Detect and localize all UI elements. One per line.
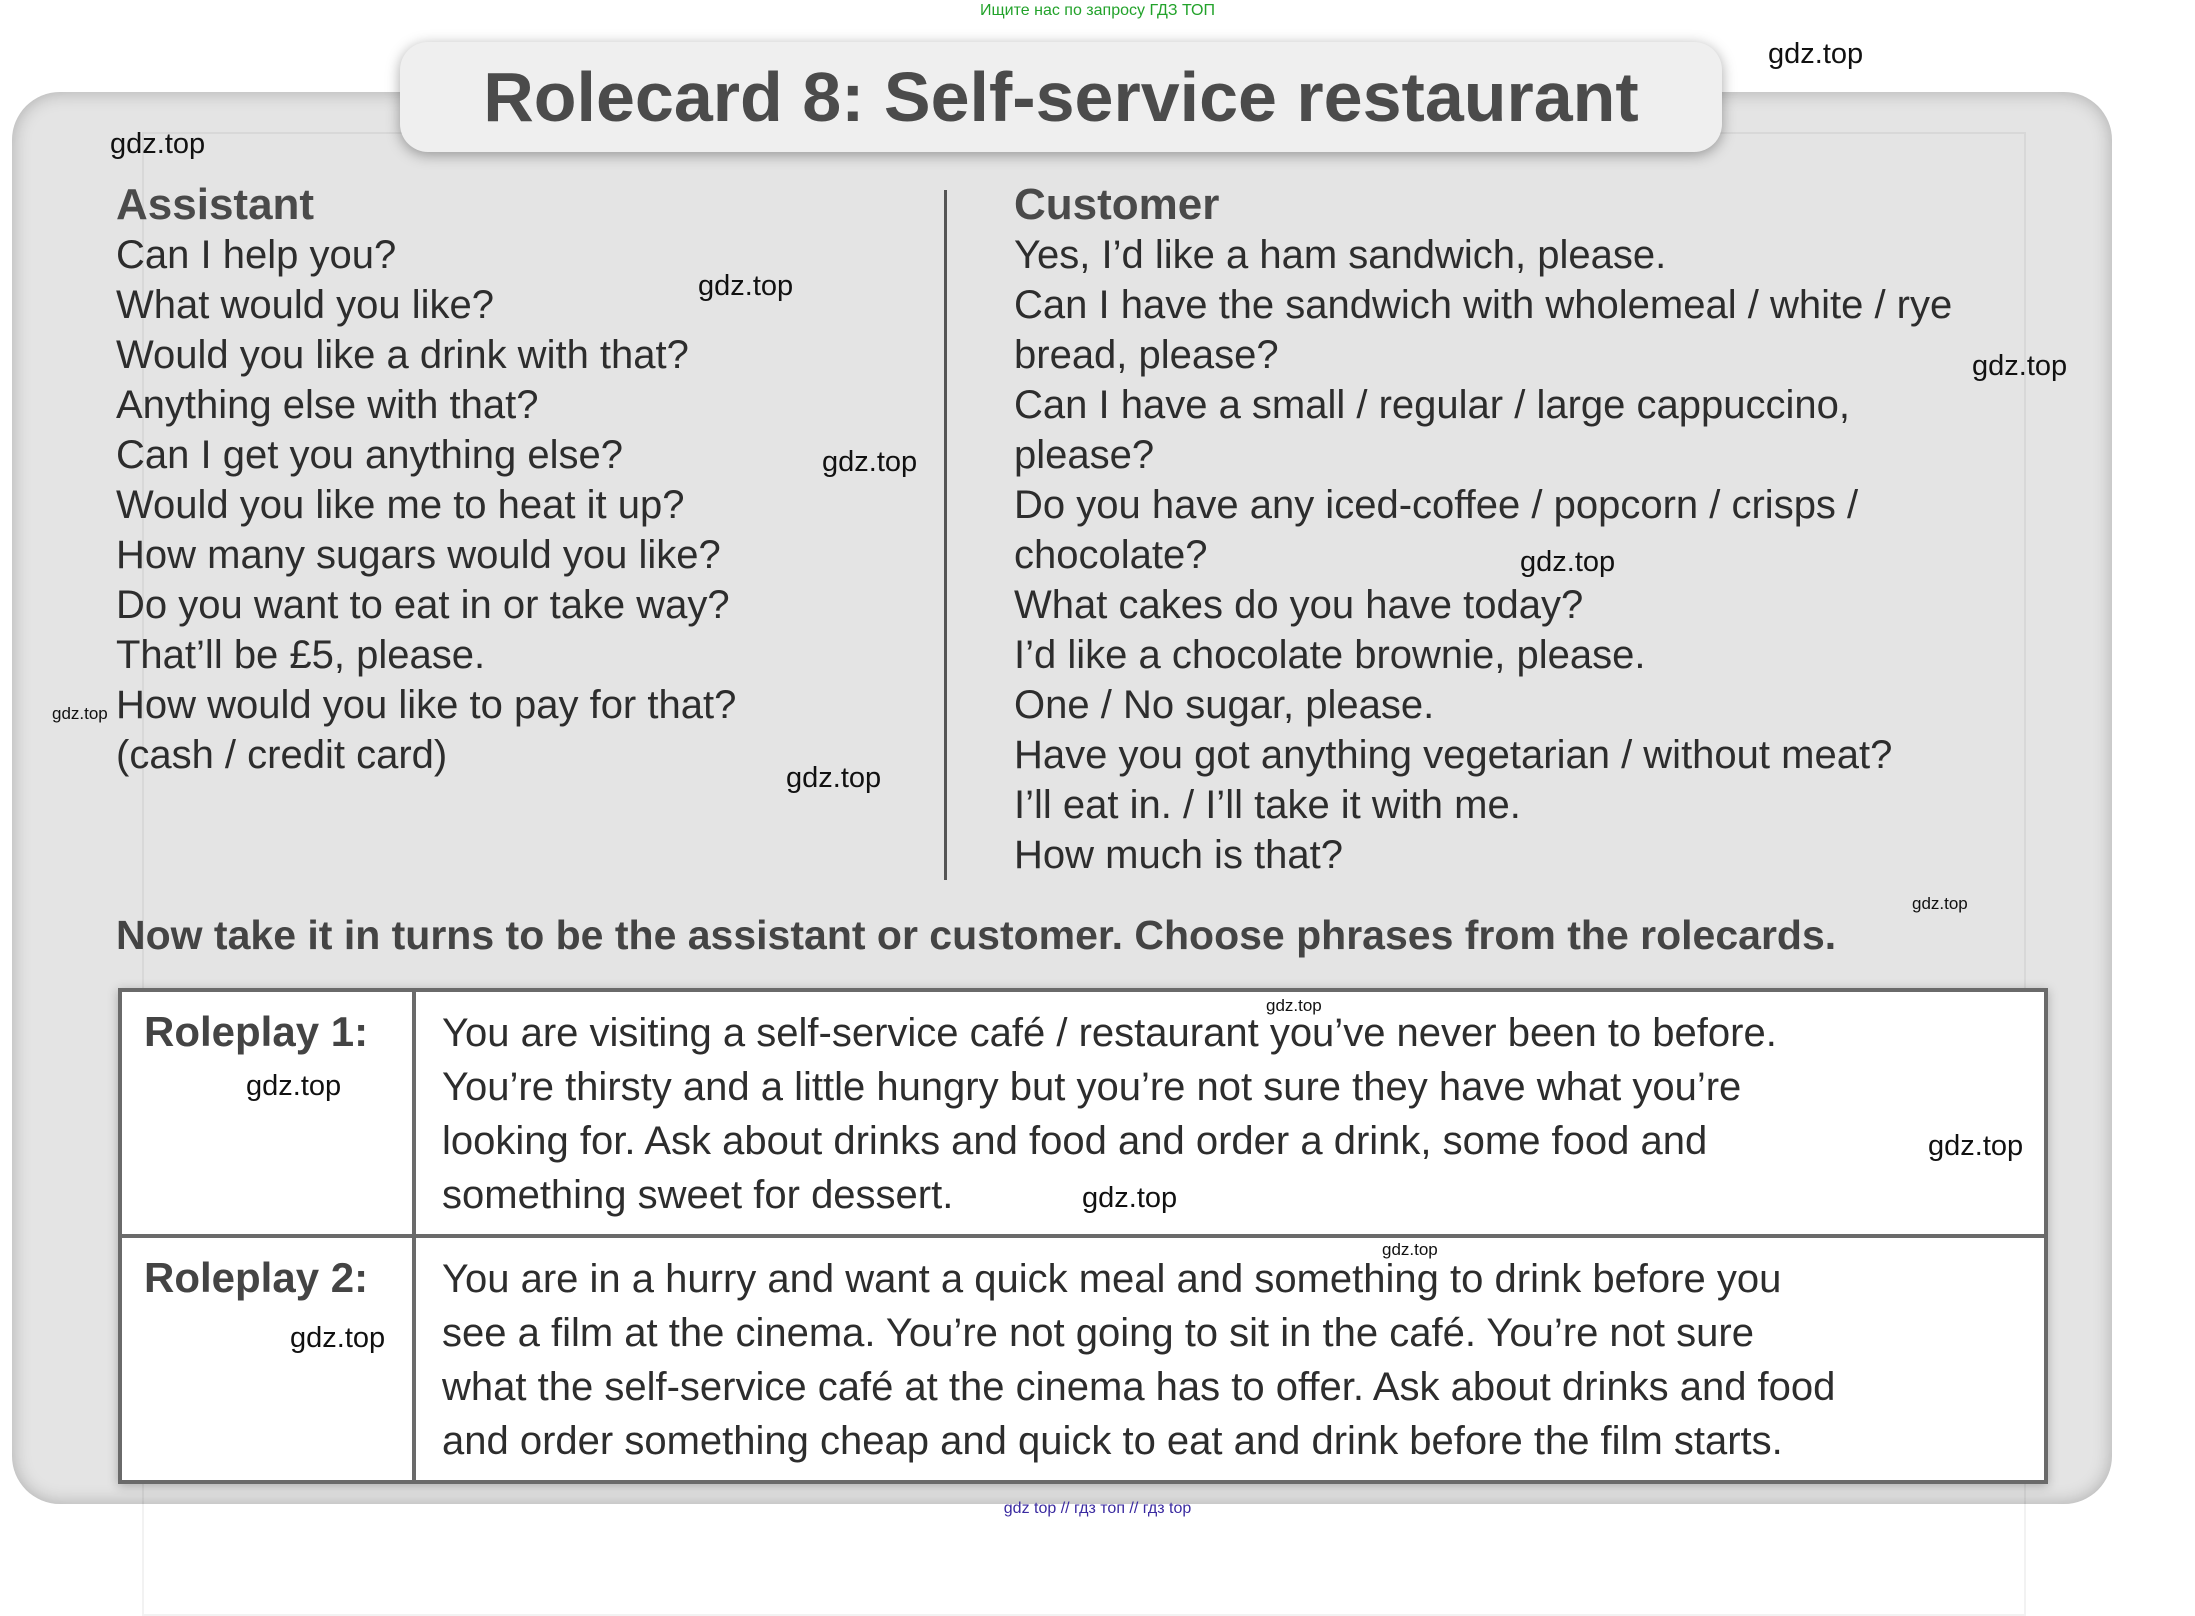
watermark: gdz.top — [1520, 546, 1616, 578]
customer-heading: Customer — [1014, 180, 1220, 229]
watermark: gdz.top — [822, 446, 918, 478]
roleplay-line: something sweet for dessert. — [442, 1173, 954, 1217]
customer-phrase: I’d like a chocolate brownie, please. — [1014, 633, 1646, 677]
assistant-phrase: Do you want to eat in or take way? — [116, 583, 730, 627]
watermark: gdz.top — [1928, 1130, 2024, 1162]
top-search-note: Ищите нас по запросу ГДЗ ТОП — [980, 2, 1215, 19]
watermark: gdz.top — [246, 1070, 342, 1102]
watermark: gdz.top — [1266, 996, 1322, 1015]
assistant-phrase: Would you like me to heat it up? — [116, 483, 685, 527]
roleplay-line: and order something cheap and quick to eat and drink before the film starts. — [442, 1419, 1783, 1463]
watermark: gdz.top — [1382, 1240, 1438, 1259]
roleplay-table — [118, 988, 2048, 1484]
assistant-phrase: Can I get you anything else? — [116, 433, 624, 477]
customer-column — [1014, 180, 2074, 880]
assistant-heading: Assistant — [116, 180, 315, 229]
assistant-phrase: How many sugars would you like? — [116, 533, 721, 577]
roleplay-description — [442, 1252, 2032, 1468]
assistant-phrase: What would you like? — [116, 283, 494, 327]
customer-phrase: How much is that? — [1014, 833, 1344, 877]
title-banner — [400, 42, 1722, 152]
roleplay-line: You’re thirsty and a little hungry but you’re not sure they have what you’re — [442, 1065, 1742, 1109]
customer-phrase: bread, please? — [1014, 333, 1279, 377]
customer-phrase: Do you have any iced-coffee / popcorn / crisps / — [1014, 483, 1859, 527]
watermark: gdz.top — [290, 1322, 386, 1354]
customer-phrase: Yes, I’d like a ham sandwich, please. — [1014, 233, 1667, 277]
customer-phrase: Have you got anything vegetarian / without meat? — [1014, 733, 1893, 777]
assistant-phrase: How would you like to pay for that? — [116, 683, 737, 727]
customer-phrase: What cakes do you have today? — [1014, 583, 1584, 627]
instruction-text: Now take it in turns to be the assistant or customer. Choose phrases from the rolecards. — [116, 912, 1837, 958]
watermark: gdz.top — [1972, 350, 2068, 382]
roleplay-description — [442, 1006, 2032, 1222]
column-divider — [944, 190, 947, 880]
roleplay-line: You are in a hurry and want a quick meal and something to drink before you — [442, 1257, 1782, 1301]
customer-phrase: Can I have a small / regular / large cappuccino, — [1014, 383, 1850, 427]
page-title: Rolecard 8: Self-service restaurant — [483, 58, 1639, 136]
roleplay-label-cell — [122, 992, 416, 1234]
roleplay-label-cell — [122, 1238, 416, 1480]
assistant-phrase: That’ll be £5, please. — [116, 633, 486, 677]
assistant-phrase: Can I help you? — [116, 233, 397, 277]
customer-phrase: chocolate? — [1014, 533, 1208, 577]
customer-phrase: please? — [1014, 433, 1155, 477]
customer-phrase: One / No sugar, please. — [1014, 683, 1435, 727]
watermark: gdz.top — [786, 762, 882, 794]
watermark: gdz.top — [698, 270, 794, 302]
roleplay-line: looking for. Ask about drinks and food and order a drink, some food and — [442, 1119, 1708, 1163]
customer-phrase: I’ll eat in. / I’ll take it with me. — [1014, 783, 1521, 827]
assistant-phrase: Would you like a drink with that? — [116, 333, 689, 377]
roleplay-label: Roleplay 2: — [144, 1254, 369, 1301]
customer-phrase: Can I have the sandwich with wholemeal / white / rye — [1014, 283, 1953, 327]
roleplay-row — [122, 1238, 2044, 1480]
assistant-phrase: (cash / credit card) — [116, 733, 448, 777]
assistant-phrase: Anything else with that? — [116, 383, 539, 427]
bottom-watermark-note: gdz top // гдз топ // гдз top — [1003, 1500, 1192, 1517]
watermark: gdz.top — [52, 704, 108, 723]
watermark: gdz.top — [1768, 38, 1864, 70]
roleplay-label: Roleplay 1: — [144, 1008, 369, 1055]
assistant-column — [116, 180, 916, 780]
watermark: gdz.top — [1912, 894, 1968, 913]
roleplay-line: what the self-service café at the cinema has to offer. Ask about drinks and food — [442, 1365, 1836, 1409]
watermark: gdz.top — [1082, 1182, 1178, 1214]
watermark: gdz.top — [110, 128, 206, 160]
roleplay-line: You are visiting a self-service café / restaurant you’ve never been to before. — [442, 1011, 1777, 1055]
roleplay-line: see a film at the cinema. You’re not going to sit in the café. You’re not sure — [442, 1311, 1754, 1355]
